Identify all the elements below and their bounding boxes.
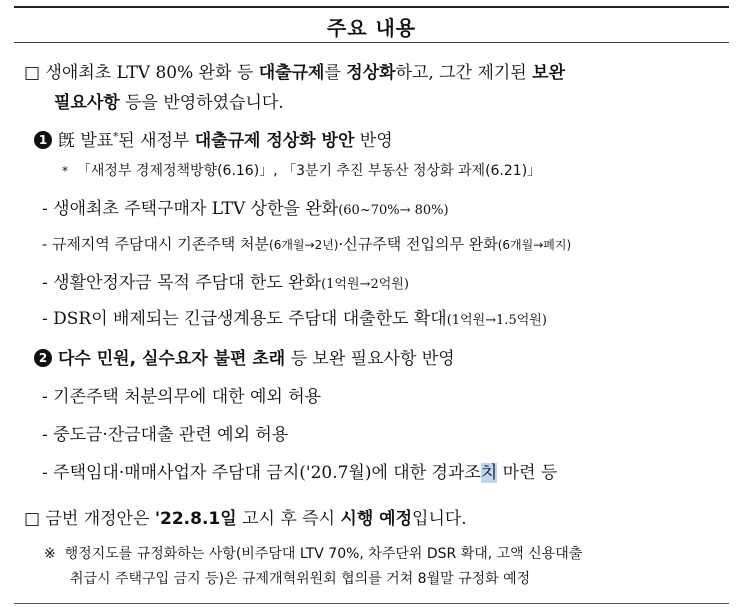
paragraph-1-line-2: 필요사항 등을 반영하였습니다. — [54, 93, 284, 113]
text-selection-highlight: 치 — [480, 463, 498, 483]
section-2-item-2: - 중도금·잔금대출 관련 예외 허용 — [42, 425, 289, 445]
section-2-item-1: - 기존주택 처분의무에 대한 예외 허용 — [42, 387, 322, 407]
section-1-note: * 「새정부 경제정책방향(6.16)」, 「3분기 추진 부동산 정상화 과제(6.21)」 — [62, 163, 542, 179]
reference-mark: ※ — [44, 546, 56, 562]
paragraph-1-line-1: □ 생애최초 LTV 80% 완화 등 대출규제를 정상화하고, 그간 제기된 보완 — [24, 63, 565, 83]
paragraph-2: □ 금번 개정안은 '22.8.1일 고시 후 즉시 시행 예정입니다. — [24, 509, 467, 529]
footnote-line-2: 취급시 주택구입 금지 등)은 규제개혁위원회 협의를 거쳐 8월말 규정화 예정 — [70, 571, 531, 587]
section-1-heading: 1 旣 발표*된 새정부 대출규제 정상화 방안 반영 — [34, 126, 393, 151]
number-1-badge: 1 — [34, 131, 52, 149]
square-bullet: □ — [24, 509, 41, 529]
section-1-item-4: - DSR이 배제되는 긴급생계용도 주담대 대출한도 확대(1억원→1.5억원) — [42, 309, 547, 329]
section-2-item-3: - 주택임대·매매사업자 주담대 금지('20.7월)에 대한 경과조치 마련 등 — [42, 463, 558, 483]
title-box — [14, 6, 729, 43]
section-1-item-2: - 규제지역 주담대시 기존주택 처분(6개월→2년)·신규주택 전입의무 완화(6개월→폐지) — [42, 235, 572, 253]
page-title: 주요 내용 — [326, 16, 417, 40]
bottom-divider — [14, 603, 729, 604]
square-bullet: □ — [24, 63, 41, 83]
section-1-item-1: - 생애최초 주택구매자 LTV 상한을 완화(60~70%→ 80%) — [42, 199, 449, 219]
footnote-line-1: ※ 행정지도를 규정화하는 사항(비주담대 LTV 70%, 차주단위 DSR 확대, 고액 신용대출 — [44, 546, 583, 562]
number-2-badge: 2 — [34, 349, 52, 367]
section-1-item-3: - 생활안정자금 목적 주담대 한도 완화(1억원→2억원) — [42, 273, 409, 293]
section-2-heading: 2 다수 민원, 실수요자 불편 초래 등 보완 필요사항 반영 — [34, 344, 455, 369]
